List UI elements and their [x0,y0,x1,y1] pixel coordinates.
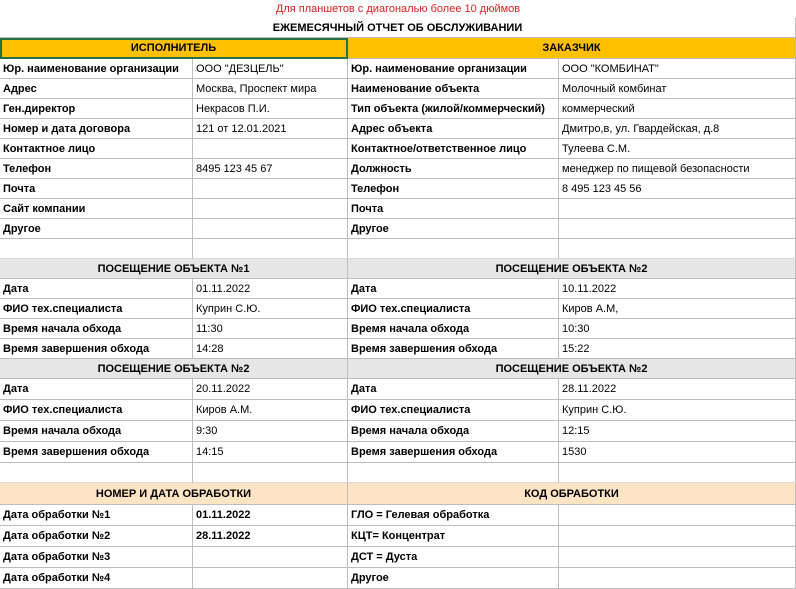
treatment-date-value[interactable]: 01.11.2022 [193,505,348,526]
visit-field-label[interactable]: ФИО тех.специалиста [348,299,559,319]
visit-field-value[interactable]: Киров А.М. [193,400,348,421]
table-row [0,59,796,79]
empty-cell[interactable] [348,239,559,259]
visit-field-label[interactable]: Время начала обхода [348,319,559,339]
table-row [0,179,796,199]
customer-field-label[interactable]: Наименование объекта [348,79,559,99]
executor-field-value[interactable] [193,199,348,219]
treatment-code-value[interactable] [559,568,796,589]
treatment-code-label[interactable]: Другое [348,568,559,589]
table-row [0,99,796,119]
treatment-date-value[interactable] [193,568,348,589]
treatment-code-value[interactable] [559,505,796,526]
customer-field-value[interactable]: Молочный комбинат [559,79,796,99]
empty-cell[interactable] [193,239,348,259]
table-row [0,139,796,159]
executor-field-label[interactable]: Сайт компании [0,199,193,219]
visit-field-label[interactable]: Время завершения обхода [348,442,559,463]
treatment-code-label[interactable]: ДСТ = Дуста [348,547,559,568]
customer-field-value[interactable]: коммерческий [559,99,796,119]
executor-header[interactable]: ИСПОЛНИТЕЛЬ [0,38,348,59]
table-row [0,119,796,139]
executor-field-label[interactable]: Юр. наименование организации [0,59,193,79]
visit-field-label[interactable]: Время начала обхода [348,421,559,442]
table-row [0,442,796,463]
treatment-code-label[interactable]: КЦТ= Концентрат [348,526,559,547]
customer-header[interactable]: ЗАКАЗЧИК [348,38,796,59]
empty-row [0,239,796,259]
visit-field-label[interactable]: ФИО тех.специалиста [0,299,193,319]
customer-field-label[interactable]: Тип объекта (жилой/коммерческий) [348,99,559,119]
visit-field-label[interactable]: ФИО тех.специалиста [0,400,193,421]
visit-field-value[interactable]: Куприн С.Ю. [193,299,348,319]
treatment-date-label[interactable]: Дата обработки №4 [0,568,193,589]
visit-2-header[interactable]: ПОСЕЩЕНИЕ ОБЪЕКТА №2 [348,259,796,279]
treatment-code-value[interactable] [559,526,796,547]
visit-field-label[interactable]: Время начала обхода [0,319,193,339]
visit-field-label[interactable]: Дата [0,379,193,400]
treatment-code-value[interactable] [559,547,796,568]
visit-field-label[interactable]: Дата [0,279,193,299]
customer-field-label[interactable]: Почта [348,199,559,219]
table-row [0,379,796,400]
executor-field-value[interactable] [193,139,348,159]
visit-field-value[interactable]: 15:22 [559,339,796,359]
customer-field-label[interactable]: Другое [348,219,559,239]
title-row [0,18,796,38]
treatment-code-header[interactable]: КОД ОБРАБОТКИ [348,483,796,505]
executor-field-value[interactable] [193,219,348,239]
executor-field-value[interactable]: ООО "ДЕЗЦЕЛЬ" [193,59,348,79]
visit-field-value[interactable]: 14:15 [193,442,348,463]
visit-header-row [0,359,796,379]
info-table [0,59,796,239]
treatment-date-label[interactable]: Дата обработки №1 [0,505,193,526]
table-row [0,79,796,99]
visit-1-header[interactable]: ПОСЕЩЕНИЕ ОБЪЕКТА №1 [0,259,348,279]
executor-field-value[interactable]: Москва, Проспект мира [193,79,348,99]
table-row [0,219,796,239]
table-row [0,505,796,526]
visit-field-value[interactable]: 20.11.2022 [193,379,348,400]
executor-field-label[interactable]: Почта [0,179,193,199]
executor-field-label[interactable]: Контактное лицо [0,139,193,159]
visit-field-value[interactable]: Куприн С.Ю. [559,400,796,421]
visit-field-label[interactable]: Время начала обхода [0,421,193,442]
customer-field-label[interactable]: Адрес объекта [348,119,559,139]
executor-field-label[interactable]: Телефон [0,159,193,179]
treatment-header-row [0,483,796,505]
visit-field-value[interactable]: 12:15 [559,421,796,442]
table-row [0,299,796,319]
visit-4-header[interactable]: ПОСЕЩЕНИЕ ОБЪЕКТА №2 [348,359,796,379]
executor-field-label[interactable]: Адрес [0,79,193,99]
customer-field-value[interactable]: Дмитро,в, ул. Гвардейская, д.8 [559,119,796,139]
customer-field-value[interactable] [559,199,796,219]
visit-field-value[interactable]: 1530 [559,442,796,463]
treatment-date-label[interactable]: Дата обработки №3 [0,547,193,568]
visit-3-header[interactable]: ПОСЕЩЕНИЕ ОБЪЕКТА №2 [0,359,348,379]
visit-field-label[interactable]: Время завершения обхода [348,339,559,359]
table-row [0,319,796,339]
customer-field-value[interactable] [559,219,796,239]
treatment-date-value[interactable]: 28.11.2022 [193,526,348,547]
visit-field-value[interactable]: 10:30 [559,319,796,339]
table-row [0,159,796,179]
treatment-dates-header[interactable]: НОМЕР И ДАТА ОБРАБОТКИ [0,483,348,505]
executor-field-value[interactable]: Некрасов П.И. [193,99,348,119]
visit-field-value[interactable]: 28.11.2022 [559,379,796,400]
visit-field-label[interactable]: Дата [348,379,559,400]
empty-cell[interactable] [348,463,559,483]
table-row [0,421,796,442]
table-row [0,547,796,568]
treatment-date-value[interactable] [193,547,348,568]
visit-field-label[interactable]: Время завершения обхода [0,442,193,463]
visit-field-label[interactable]: Время завершения обхода [0,339,193,359]
visit-field-value[interactable]: 14:28 [193,339,348,359]
customer-field-label[interactable]: Юр. наименование организации [348,59,559,79]
visit-field-value[interactable]: Киров А.М, [559,299,796,319]
visit-field-label[interactable]: ФИО тех.специалиста [348,400,559,421]
table-row [0,339,796,359]
empty-cell[interactable] [559,463,796,483]
visit-field-value[interactable]: 10.11.2022 [559,279,796,299]
empty-cell[interactable] [193,463,348,483]
table-row [0,400,796,421]
visit-field-value[interactable]: 11:30 [193,319,348,339]
visit-field-value[interactable]: 9:30 [193,421,348,442]
treatment-code-label[interactable]: ГЛО = Гелевая обработка [348,505,559,526]
treatment-date-label[interactable]: Дата обработки №2 [0,526,193,547]
executor-field-label[interactable]: Ген.директор [0,99,193,119]
empty-cell[interactable] [0,463,193,483]
tablet-note: Для планшетов с диагональю более 10 дюймов [275,3,521,15]
customer-field-label[interactable]: Телефон [348,179,559,199]
executor-field-label[interactable]: Номер и дата договора [0,119,193,139]
table-row [0,199,796,219]
report-sheet [0,18,796,589]
executor-field-label[interactable]: Другое [0,219,193,239]
party-header-row [0,38,796,59]
customer-field-value[interactable]: менеджер по пищевой безопасности [559,159,796,179]
executor-field-value[interactable]: 8495 123 45 67 [193,159,348,179]
table-row [0,279,796,299]
customer-field-label[interactable]: Контактное/ответственное лицо [348,139,559,159]
customer-field-value[interactable]: ООО "КОМБИНАТ" [559,59,796,79]
visit-field-label[interactable]: Дата [348,279,559,299]
report-title[interactable]: ЕЖЕМЕСЯЧНЫЙ ОТЧЕТ ОБ ОБСЛУЖИВАНИИ [0,18,796,38]
empty-cell[interactable] [559,239,796,259]
visit-field-value[interactable]: 01.11.2022 [193,279,348,299]
table-row [0,568,796,589]
executor-field-value[interactable] [193,179,348,199]
customer-field-label[interactable]: Должность [348,159,559,179]
customer-field-value[interactable]: Тулеева С.М. [559,139,796,159]
table-row [0,526,796,547]
empty-cell[interactable] [0,239,193,259]
empty-row [0,463,796,483]
executor-field-value[interactable]: 121 от 12.01.2021 [193,119,348,139]
visit-header-row [0,259,796,279]
customer-field-value[interactable]: 8 495 123 45 56 [559,179,796,199]
